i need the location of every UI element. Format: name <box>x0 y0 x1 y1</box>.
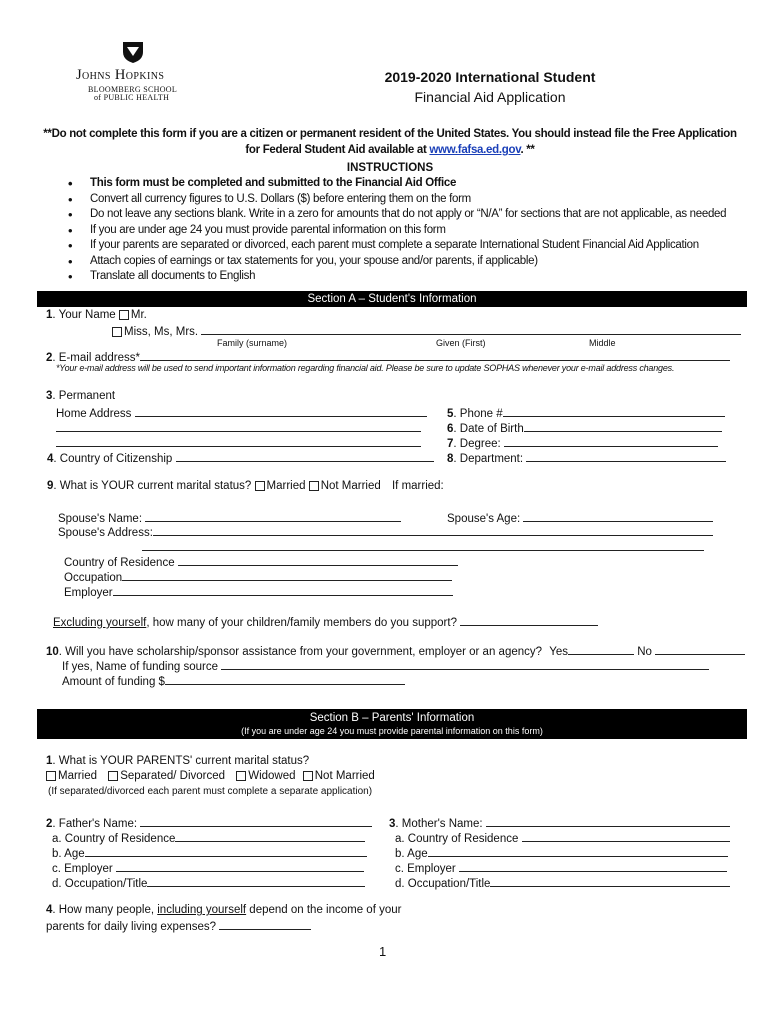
instruction-item: • If your parents are separated or divorced, each parent must complete a separate International Student Financial Aid Application <box>56 238 726 254</box>
spouse-address-field-1[interactable] <box>153 524 713 536</box>
section-b-subtitle: (If you are under age 24 you must provide parental information on this form) <box>241 726 543 736</box>
notice-line-2-text: for Federal Student Aid available at <box>245 144 430 156</box>
notice-line-1: **Do not complete this form if you are a citizen or permanent resident of the United States. You should instead file the Free Application <box>43 128 737 140</box>
dob-field[interactable] <box>524 420 722 432</box>
logo-name: Johns Hopkins <box>76 67 165 83</box>
mother-employer-field[interactable] <box>459 860 727 872</box>
father-country-field[interactable] <box>175 830 365 842</box>
father-employer-field[interactable] <box>116 860 364 872</box>
spouse-country-label: Country of Residence <box>64 557 175 569</box>
spouse-employer-row <box>64 584 453 599</box>
form-title <box>340 69 640 85</box>
dependents-count-field[interactable] <box>460 614 598 626</box>
instruction-item: • Attach copies of earnings or tax statements for you, your spouse and/or parents, if applicable) <box>56 254 726 270</box>
home-address-row-3 <box>56 435 421 450</box>
page-number: 1 <box>379 944 387 959</box>
email-note: *Your e-mail address will be used to send important information regarding financial aid. Please be sure to update SOPHAS whenever your e-mail address changes. <box>56 363 675 373</box>
instructions-heading: INSTRUCTIONS <box>346 162 434 174</box>
spouse-address-label: Spouse's Address: <box>58 527 153 539</box>
including-yourself-text: including yourself <box>157 904 247 916</box>
married-label: Married <box>266 480 306 492</box>
mr-checkbox[interactable] <box>119 310 129 320</box>
mother-age-label: b. Age <box>395 848 428 860</box>
spouse-country-field[interactable] <box>178 554 458 566</box>
mother-name-label: . Mother's Name: <box>395 818 483 830</box>
q7-degree-row <box>447 435 718 450</box>
parents-dependents-row <box>46 904 401 916</box>
spouse-employer-field[interactable] <box>113 584 453 596</box>
father-age-field[interactable] <box>85 845 367 857</box>
q5-number: 5 <box>447 408 454 420</box>
mother-occupation-field[interactable] <box>490 875 730 887</box>
home-address-row <box>56 405 427 420</box>
q1-name-row-2 <box>112 323 741 338</box>
father-country-row <box>52 830 365 845</box>
spouse-country-row <box>64 554 458 569</box>
parents-q4-number: 4 <box>46 904 53 916</box>
q1-label: . Your Name <box>52 309 119 321</box>
home-address-label: Home Address <box>56 408 132 420</box>
form-title-rest: International Student <box>455 69 596 85</box>
funding-amount-row <box>62 673 405 688</box>
home-address-row-2 <box>56 420 421 435</box>
mr-label: Mr. <box>130 309 147 321</box>
not-married-checkbox[interactable] <box>309 481 319 491</box>
section-a-header <box>37 291 747 307</box>
mother-employer-row <box>395 860 727 875</box>
funding-source-field[interactable] <box>221 658 709 670</box>
instruction-item: • Do not leave any sections blank. Write in a zero for amounts that do not apply or “N/A” for sections that are not applicable, as needed <box>56 207 726 223</box>
mother-name-field[interactable] <box>486 815 730 827</box>
father-name-label: . Father's Name: <box>52 818 138 830</box>
father-occupation-row <box>52 875 365 890</box>
father-occupation-label: d. Occupation/Title <box>52 878 148 890</box>
miss-ms-mrs-checkbox[interactable] <box>112 327 122 337</box>
parents-q1-label: . What is YOUR PARENTS' current marital status? <box>52 755 310 767</box>
married-checkbox[interactable] <box>255 481 265 491</box>
parents-dependents-field[interactable] <box>219 918 311 930</box>
instruction-item: • Translate all documents to English <box>56 269 726 285</box>
spouse-name-field[interactable] <box>145 510 401 522</box>
spouse-age-label: Spouse's Age: <box>447 513 521 525</box>
parents-separated-label: Separated/ Divorced <box>120 770 226 782</box>
spouse-age-row <box>447 510 713 525</box>
notice-line-2 <box>34 144 746 156</box>
mother-employer-label: c. Employer <box>395 863 456 875</box>
q10-yes-field[interactable] <box>568 643 634 655</box>
parents-q1-number: 1 <box>46 755 53 767</box>
instruction-item: • Convert all currency figures to U.S. Dollars ($) before entering them on the form <box>56 192 726 208</box>
excluding-yourself-text: Excluding yourself <box>53 617 147 629</box>
q6-label: . Date of Birth <box>453 423 524 435</box>
q3-label: . Permanent <box>52 390 116 402</box>
q10-yes-label: Yes <box>549 646 568 658</box>
name-family-caption: Family (surname) <box>217 338 288 348</box>
spouse-occupation-label: Occupation <box>64 572 123 584</box>
q4-label: . Country of Citizenship <box>53 453 173 465</box>
spouse-employer-label: Employer <box>64 587 113 599</box>
not-married-label: Not Married <box>320 480 381 492</box>
if-married-label: If married: <box>391 480 444 492</box>
spouse-address-field-2[interactable] <box>142 539 704 551</box>
mother-number: 3 <box>389 818 396 830</box>
q2-email-row <box>46 349 730 364</box>
logo-division: of PUBLIC HEALTH <box>94 93 170 102</box>
degree-field[interactable] <box>504 435 718 447</box>
form-subtitle: Financial Aid Application <box>414 89 566 105</box>
parents-married-checkbox[interactable] <box>46 771 56 781</box>
q7-number: 7 <box>447 438 454 450</box>
parents-married-label: Married <box>58 770 97 782</box>
father-employer-row <box>52 860 364 875</box>
notice-line-2-end: . ** <box>520 144 535 156</box>
q3-label-row <box>46 390 115 402</box>
q4-citizenship-row <box>47 450 434 465</box>
q5-label: . Phone # <box>453 408 503 420</box>
department-field[interactable] <box>526 450 726 462</box>
q9-label: . What is YOUR current marital status? <box>53 480 252 492</box>
q8-number: 8 <box>447 453 454 465</box>
mother-country-row <box>395 830 730 845</box>
parents-q4-label-end: depend on the income of your <box>246 904 402 916</box>
parents-status-row <box>46 755 309 767</box>
school-logo <box>74 40 204 102</box>
dependents-label: , how many of your children/family members do you support? <box>146 617 457 629</box>
spouse-address-row <box>58 524 713 539</box>
parents-not-married-label: Not Married <box>314 770 375 782</box>
parents-separated-checkbox[interactable] <box>108 771 118 781</box>
mother-name-row <box>389 815 730 830</box>
spouse-name-row <box>58 510 401 525</box>
father-country-label: a. Country of Residence <box>52 833 176 845</box>
father-occupation-field[interactable] <box>147 875 365 887</box>
spouse-address-row-2 <box>142 539 704 554</box>
parents-q4-label: . How many people, <box>52 904 158 916</box>
home-address-field-3[interactable] <box>56 435 421 447</box>
funding-amount-label: Amount of funding $ <box>62 676 165 688</box>
funding-source-label: If yes, Name of funding source <box>62 661 218 673</box>
parents-dependents-row-2 <box>46 918 311 933</box>
logo-school: BLOOMBERG SCHOOL <box>88 85 178 94</box>
section-b-title: Section B – Parents' Information <box>309 712 475 724</box>
parents-options-row <box>46 770 375 782</box>
home-address-field-2[interactable] <box>56 420 421 432</box>
q1-name-row <box>46 309 147 321</box>
phone-field[interactable] <box>503 405 725 417</box>
parents-q4-line2: parents for daily living expenses? <box>46 921 217 933</box>
q10-no-field[interactable] <box>655 643 745 655</box>
spouse-occupation-field[interactable] <box>122 569 452 581</box>
full-name-field[interactable] <box>201 323 741 335</box>
parents-widowed-label: Widowed <box>248 770 296 782</box>
miss-ms-mrs-label: Miss, Ms, Mrs. <box>124 326 199 338</box>
citizenship-field[interactable] <box>176 450 434 462</box>
mother-occupation-row <box>395 875 730 890</box>
spouse-age-field[interactable] <box>523 510 713 522</box>
father-number: 2 <box>46 818 53 830</box>
mother-occupation-label: d. Occupation/Title <box>395 878 491 890</box>
funding-source-row <box>62 658 709 673</box>
spouse-name-label: Spouse's Name: <box>58 513 143 525</box>
email-field[interactable] <box>140 349 730 361</box>
q10-label: . Will you have scholarship/sponsor assistance from your government, employer or an agency? <box>58 646 543 658</box>
q8-label: . Department: <box>453 453 524 465</box>
q3-number: 3 <box>46 390 53 402</box>
q10-number: 10 <box>46 646 59 658</box>
name-middle-caption: Middle <box>589 338 616 348</box>
q2-number: 2 <box>46 352 53 364</box>
q9-number: 9 <box>47 480 54 492</box>
shield-icon <box>122 40 144 64</box>
mother-age-field[interactable] <box>428 845 728 857</box>
father-age-label: b. Age <box>52 848 85 860</box>
dependents-row <box>53 614 598 629</box>
father-age-row <box>52 845 367 860</box>
q1-number: 1 <box>46 309 53 321</box>
instructions-list <box>56 176 726 285</box>
mother-country-label: a. Country of Residence <box>395 833 519 845</box>
home-address-field-1[interactable] <box>135 405 427 417</box>
father-name-field[interactable] <box>140 815 372 827</box>
mother-age-row <box>395 845 728 860</box>
father-name-row <box>46 815 372 830</box>
instruction-item: • This form must be completed and submitted to the Financial Aid Office <box>56 176 726 192</box>
name-given-caption: Given (First) <box>436 338 486 348</box>
section-a-title: Section A – Student's Information <box>307 293 477 305</box>
q8-department-row <box>447 450 726 465</box>
funding-amount-field[interactable] <box>165 673 405 685</box>
q10-row <box>46 643 745 658</box>
mother-country-field[interactable] <box>522 830 730 842</box>
q6-number: 6 <box>447 423 454 435</box>
form-title-year: 2019-2020 <box>384 69 452 85</box>
q10-no-label: No <box>637 646 652 658</box>
q5-phone-row <box>447 405 725 420</box>
instruction-item: • If you are under age 24 you must provide parental information on this form <box>56 223 726 239</box>
q9-marital-row <box>47 480 444 492</box>
q6-dob-row <box>447 420 722 435</box>
q4-number: 4 <box>47 453 54 465</box>
parents-widowed-checkbox[interactable] <box>236 771 246 781</box>
q7-label: . Degree: <box>453 438 501 450</box>
spouse-occupation-row <box>64 569 452 584</box>
q2-label: . E-mail address* <box>52 352 140 364</box>
fafsa-link[interactable]: www.fafsa.ed.gov <box>429 144 521 156</box>
section-b-header <box>37 709 747 739</box>
father-employer-label: c. Employer <box>52 863 113 875</box>
parents-note: (If separated/divorced each parent must complete a separate application) <box>48 786 373 797</box>
parents-not-married-checkbox[interactable] <box>303 771 313 781</box>
